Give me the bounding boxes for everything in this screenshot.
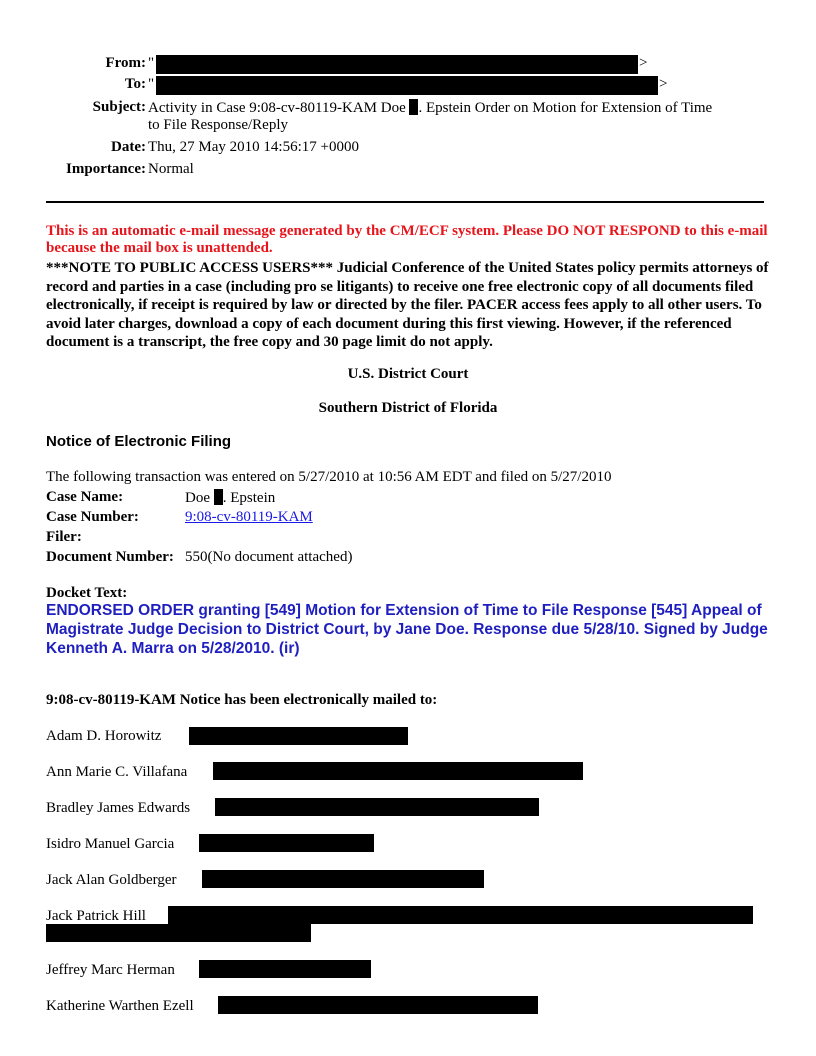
recipient-name: Ann Marie C. Villafana bbox=[46, 764, 188, 780]
transaction-text: The following transaction was entered on 5/27/2010 at 10:56 AM EDT and filed on 5/27/2010 bbox=[46, 469, 612, 485]
recipient-name: Jack Patrick Hill bbox=[46, 908, 146, 924]
from-tail: > bbox=[639, 55, 648, 71]
case-number-label: Case Number: bbox=[46, 509, 139, 525]
filer-label: Filer: bbox=[46, 529, 82, 545]
redaction-case-name bbox=[214, 489, 223, 505]
recipient-name: Katherine Warthen Ezell bbox=[46, 998, 194, 1014]
case-name-part-b: . Epstein bbox=[222, 490, 276, 506]
to-quote: " bbox=[148, 76, 155, 92]
header-divider bbox=[46, 201, 764, 203]
date-label: Date: bbox=[111, 139, 146, 155]
subject-part-a: Activity in Case 9:08-cv-80119-KAM Doe bbox=[148, 100, 406, 116]
redaction-to bbox=[156, 76, 658, 95]
to-tail: > bbox=[659, 76, 668, 92]
importance-label: Importance: bbox=[66, 161, 146, 177]
recipient-name: Jeffrey Marc Herman bbox=[46, 962, 175, 978]
public-access-notice: ***NOTE TO PUBLIC ACCESS USERS*** Judicial Conference of the United States policy permits attorneys of record and parties in a case (including pro se litigants) to receive one free electronic copy of all documents filed electronically, if receipt is required by law or directed by the filer. PACER access fees apply to all other users. To avoid later charges, download a copy of each document during this first viewing. However, if the referenced document is a transcript, the free copy and 30 page limit do not apply. bbox=[46, 260, 769, 350]
redaction-recipient-email bbox=[199, 960, 371, 978]
document-number-value: 550(No document attached) bbox=[185, 549, 353, 565]
from-quote: " bbox=[148, 55, 155, 71]
docket-text-label: Docket Text: bbox=[46, 585, 128, 601]
date-value: Thu, 27 May 2010 14:56:17 +0000 bbox=[148, 139, 359, 155]
redaction-recipient-email bbox=[218, 996, 538, 1014]
subject-line-1 bbox=[148, 99, 712, 117]
recipient-name: Isidro Manuel Garcia bbox=[46, 836, 175, 852]
recipient-name: Bradley James Edwards bbox=[46, 800, 191, 816]
redaction-subject bbox=[409, 99, 418, 115]
case-name-value bbox=[185, 489, 275, 507]
from-value bbox=[148, 55, 154, 72]
court-district: Southern District of Florida bbox=[318, 400, 498, 416]
subject-part-b: . Epstein Order on Motion for Extension of Time bbox=[418, 100, 713, 116]
document-number-label: Document Number: bbox=[46, 549, 174, 565]
to-label: To: bbox=[124, 76, 146, 92]
recipient-name: Jack Alan Goldberger bbox=[46, 872, 177, 888]
redaction-recipient-email bbox=[202, 870, 484, 888]
redaction-recipient-email bbox=[215, 798, 539, 816]
redaction-recipient-email bbox=[168, 906, 753, 924]
auto-email-warning: This is an automatic e-mail message generated by the CM/ECF system. Please DO NOT RESPOND to this e-mail because the mail box is unattended. bbox=[46, 223, 768, 256]
redaction-recipient-email-continued bbox=[46, 924, 311, 942]
redaction-recipient-email bbox=[213, 762, 583, 780]
importance-value: Normal bbox=[148, 161, 194, 177]
case-name-label: Case Name: bbox=[46, 489, 124, 505]
redaction-recipient-email bbox=[199, 834, 374, 852]
case-number-value bbox=[185, 509, 313, 526]
recipients-heading: 9:08-cv-80119-KAM Notice has been electronically mailed to: bbox=[46, 692, 438, 708]
case-name-part-a: Doe bbox=[185, 490, 210, 506]
docket-text: ENDORSED ORDER granting [549] Motion for Extension of Time to File Response [545] Appeal of Magistrate Judge Decision to District Court, by Jane Doe. Response due 5/28/10. Signed by Judge Kenneth A. Marra on 5/28/2010. (ir) bbox=[46, 602, 768, 657]
to-value bbox=[148, 76, 154, 93]
from-label: From: bbox=[105, 55, 146, 71]
case-number-link[interactable]: 9:08-cv-80119-KAM bbox=[185, 509, 313, 525]
subject-line-2: to File Response/Reply bbox=[148, 117, 288, 133]
subject-label: Subject: bbox=[92, 99, 146, 115]
recipient-name: Adam D. Horowitz bbox=[46, 728, 162, 744]
court-name: U.S. District Court bbox=[347, 366, 469, 382]
redaction-recipient-email bbox=[189, 727, 408, 745]
nef-heading: Notice of Electronic Filing bbox=[46, 433, 232, 450]
redaction-from bbox=[156, 55, 638, 74]
